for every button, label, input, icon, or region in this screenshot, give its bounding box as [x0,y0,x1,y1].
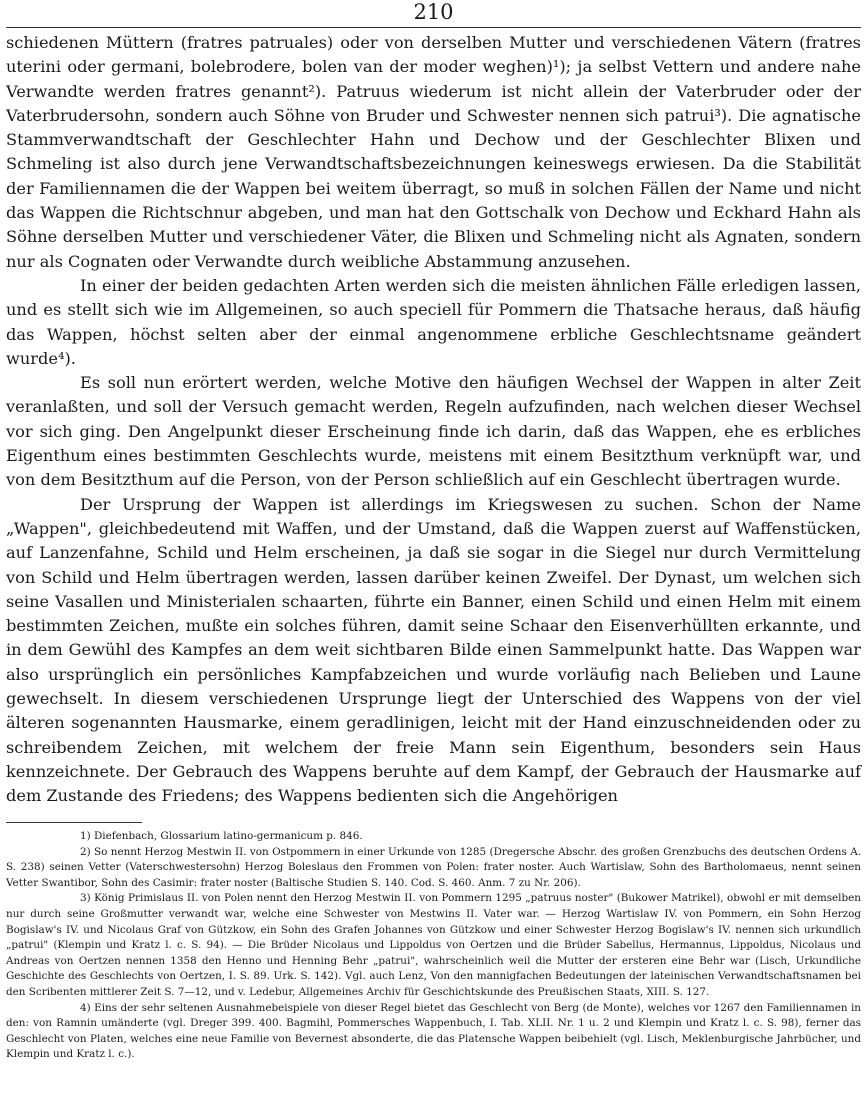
footnote-4: 4) Eins der sehr seltenen Ausnahmebeispiele von dieser Regel bietet das Geschlecht von Berg (de Monte), welches vor 1267 den Familiennamen in den: von Ramnin umänderte (vgl. Dreger 399. 400. Bagmihl, Pommersches Wappenbuch, I. Tab. XLII. Nr. 1 u. 2 und Klempin und Kratz l. c. S. 98), ferner das Geschlecht von Platen, welches eine neue Familie von Bevernest absonderte, die das Platensche Wappen beibehielt (vgl. Lisch, Meklenburgische Jahrbücher, und Klempin und Kratz l. c.). [6,1001,861,1061]
paragraph-3: Es soll nun erörtert werden, welche Motive den häufigen Wechsel der Wappen in alter Zeit veranlaßten, und soll der Versuch gemacht werden, Regeln aufzufinden, nach welchen dieser Wechsel vor sich ging. Den Angelpunkt dieser Erscheinung finde ich darin, daß das Wappen, ehe es erbliches Eigenthum eines bestimmten Geschlechts wurde, meistens mit einem Besitzthum verknüpft war, und von dem Besitzthum auf die Person, von der Person schließlich auf ein Geschlecht übertragen wurde. [6,373,861,490]
paragraph-2: In einer der beiden gedachten Arten werden sich die meisten ähnlichen Fälle erledigen lassen, und es stellt sich wie im Allgemeinen, so auch speciell für Pommern die Thatsache heraus, daß häufig das Wappen, höchst selten aber der einmal angenommene erbliche Geschlechtsname geändert wurde⁴). [6,275,861,368]
page-number: 210 [413,0,454,24]
header-rule [6,27,861,28]
footnotes [6,829,861,1063]
footnote-rule [6,822,142,823]
paragraph-4: Der Ursprung der Wappen ist allerdings im Kriegswesen zu suchen. Schon der Name „Wappen", gleichbedeutend mit Waffen, und der Umstand, daß die Wappen zuerst auf Waffenstücken, auf Lanzenfahne, Schild und Helm erscheinen, ja daß sie sogar in die Siegel nur durch Vermittelung von Schild und Helm übertragen werden, lassen darüber keinen Zweifel. Der Dynast, um welchen sich seine Vasallen und Ministerialen schaarten, führte ein Banner, einen Schild und einen Helm mit einem bestimmten Zeichen, mußte ein solches führen, damit seine Schaar den Eisenverhüllten erkannte, und in dem Gewühl des Kampfes an dem weit sichtbaren Bilde einen Sammelpunkt hatte. Das Wappen war also ursprünglich ein persönliches Kampfabzeichen und wurde vorläufig nach Belieben und Laune gewechselt. In diesem verschiedenen Ursprunge liegt der Unterschied des Wappens von der viel älteren sogenannten Hausmarke, einem geradlinigen, leicht mit der Hand einzuschneidenden oder zu schreibendem Zeichen, mit welchem der freie Mann sein Eigenthum, besonders sein Haus kennzeichnete. Der Gebrauch des Wappens beruhte auf dem Kampf, der Gebrauch der Hausmarke auf dem Zustande des Friedens; des Wappens bedienten sich die Angehörigen [6,494,861,806]
footnote-1: 1) Diefenbach, Glossarium latino-germanicum p. 846. [80,830,363,842]
paragraph-1: schiedenen Müttern (fratres patruales) oder von derselben Mutter und verschiedenen Vätern (fratres uterini oder germani, bolebrodere, bolen van der moder weghen)¹); ja selbst Vettern und andere nahe Verwandte werden fratres genannt²). Patruus wiederum ist nicht allein der Vaterbruder oder der Vaterbrudersohn, sondern auch Söhne von Bruder und Schwester nennen sich patrui³). Die agnatische Stammverwandtschaft der Geschlechter Hahn und Dechow und der Geschlechter Blixen und Schmeling ist also durch jene Verwandtschaftsbezeichnungen keineswegs erwiesen. Da die Stabilität der Familiennamen die der Wappen bei weitem überragt, so muß in solchen Fällen der Name und nicht das Wappen die Richtschnur abgeben, und man hat den Gottschalk von Dechow und Eckhard Hahn als Söhne derselben Mutter und verschiedener Väter, die Blixen und Schmeling nicht als Agnaten, sondern nur als Cognaten oder Verwandte durch weibliche Abstammung anzusehen. [6,33,861,271]
footnote-3: 3) König Primislaus II. von Polen nennt den Herzog Mestwin II. von Pommern 1295 „patruus noster" (Bukower Matrikel), obwohl er mit demselben nur durch seine Großmutter verwandt war, welche eine Schwester von Mestwins II. Vater war. — Herzog Wartislaw IV. von Pommern, ein Sohn Herzog Bogislaw's IV. und Nicolaus Graf von Gützkow, ein Sohn des Grafen Johannes von Gützkow und einer Schwester Herzog Bogislaw's IV. nennen sich urkundlich „patrui" (Klempin und Kratz l. c. S. 94). — Die Brüder Nicolaus und Lippoldus von Oertzen und die Brüder Sabellus, Hermannus, Lippoldus, Nicolaus und Andreas von Oertzen nennen 1358 den Henno und Henning Behr „patrui", wahrscheinlich weil die Mutter der ersteren eine Behr war (Lisch, Urkundliche Geschichte des Geschlechts von Oertzen, I. S. 89. Urk. S. 142). Vgl. auch Lenz, Von den mannigfachen Bedeutungen der lateinischen Verwandtschaftsnamen bei den Scribenten mittlerer Zeit S. 7—12, und v. Ledebur, Allgemeines Archiv für Geschichtskunde des Preußischen Staats, XIII. S. 127. [6,892,861,998]
footnote-2: 2) So nennt Herzog Mestwin II. von Ostpommern in einer Urkunde von 1285 (Dregersche Abschr. des großen Grenzbuchs des deutschen Ordens A. S. 238) seinen Vetter (Vaterschwestersohn) Herzog Boleslaus den Frommen von Polen: frater noster. Auch Wartislaw, Sohn des Bartholomaeus, nennt seinen Vetter Swantibor, Sohn des Casimir: frater noster (Baltische Studien S. 140. Cod. S. 460. Anm. 7 zu Nr. 206). [6,845,861,889]
body-text [6,31,861,809]
